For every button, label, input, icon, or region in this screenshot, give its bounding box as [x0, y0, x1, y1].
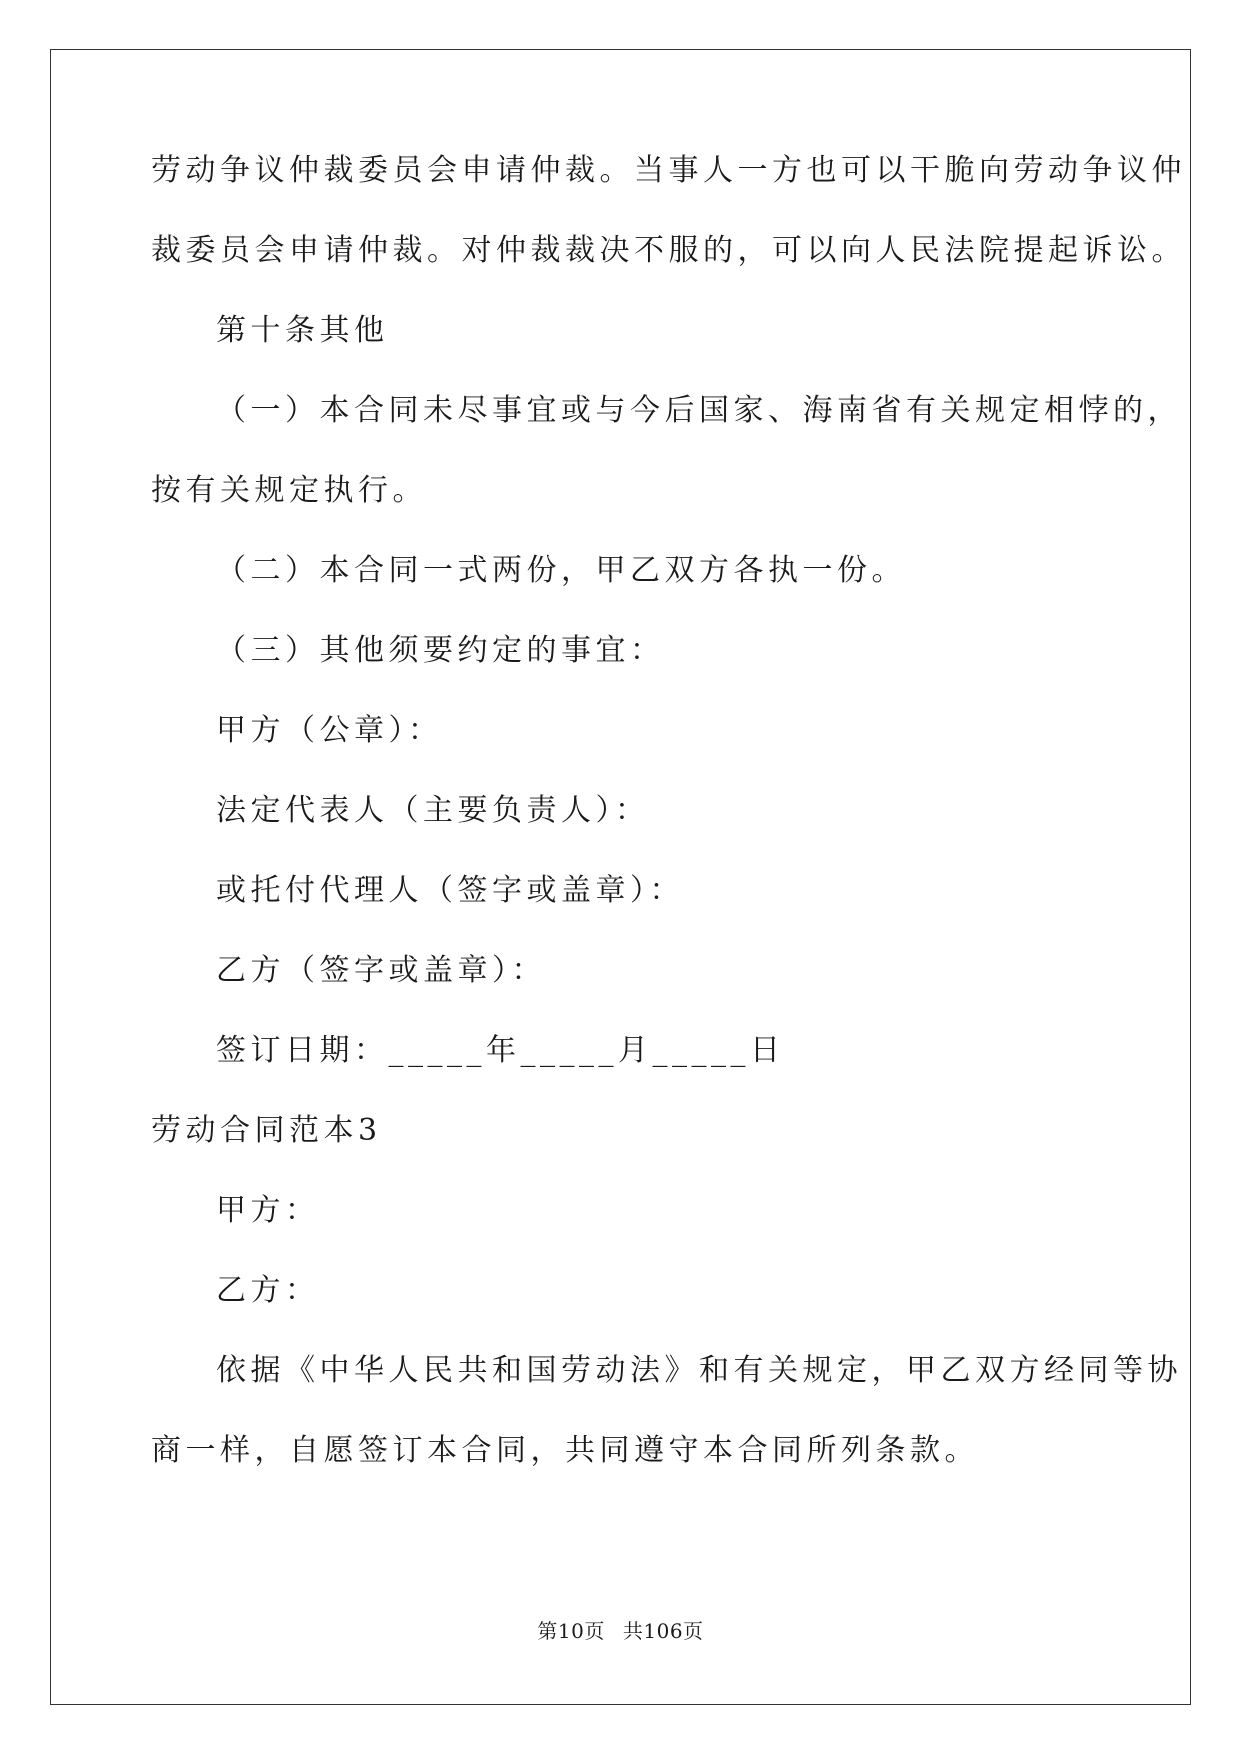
current-page-number: 第10页 [537, 1619, 605, 1643]
signature-line-agent: 或托付代理人（签字或盖章）： [216, 873, 684, 908]
paragraph-line: 按有关规定执行。 [151, 473, 427, 508]
section-heading: 第十条其他 [216, 313, 389, 348]
paragraph-line: （一）本合同未尽事宜或与今后国家、海南省有关规定相悖的， [216, 393, 1182, 428]
paragraph-line: 商一样，自愿签订本合同，共同遵守本合同所列条款。 [151, 1433, 979, 1468]
signing-date-line: 签订日期：_____年_____月_____日 [216, 1033, 785, 1068]
paragraph-line: 依据《中华人民共和国劳动法》和有关规定，甲乙双方经同等协 [216, 1353, 1182, 1388]
signature-line-party-b: 乙方（签字或盖章）： [216, 953, 546, 988]
signature-line-party-a: 甲方（公章）： [216, 713, 443, 748]
paragraph-line: （二）本合同一式两份，甲乙双方各执一份。 [216, 553, 906, 588]
party-a-line: 甲方： [216, 1193, 320, 1228]
contract-title: 劳动合同范本3 [151, 1113, 382, 1148]
party-b-line: 乙方： [216, 1273, 320, 1308]
paragraph-line: 劳动争议仲裁委员会申请仲裁。当事人一方也可以干脆向劳动争议仲 [151, 153, 1186, 188]
total-pages: 共106页 [622, 1619, 704, 1643]
paragraph-line: 裁委员会申请仲裁。对仲裁裁决不服的，可以向人民法院提起诉讼。 [151, 233, 1186, 268]
page-footer [0, 1618, 1241, 1644]
paragraph-line: （三）其他须要约定的事宜： [216, 633, 665, 668]
signature-line-legal-rep: 法定代表人（主要负责人）： [216, 793, 650, 828]
